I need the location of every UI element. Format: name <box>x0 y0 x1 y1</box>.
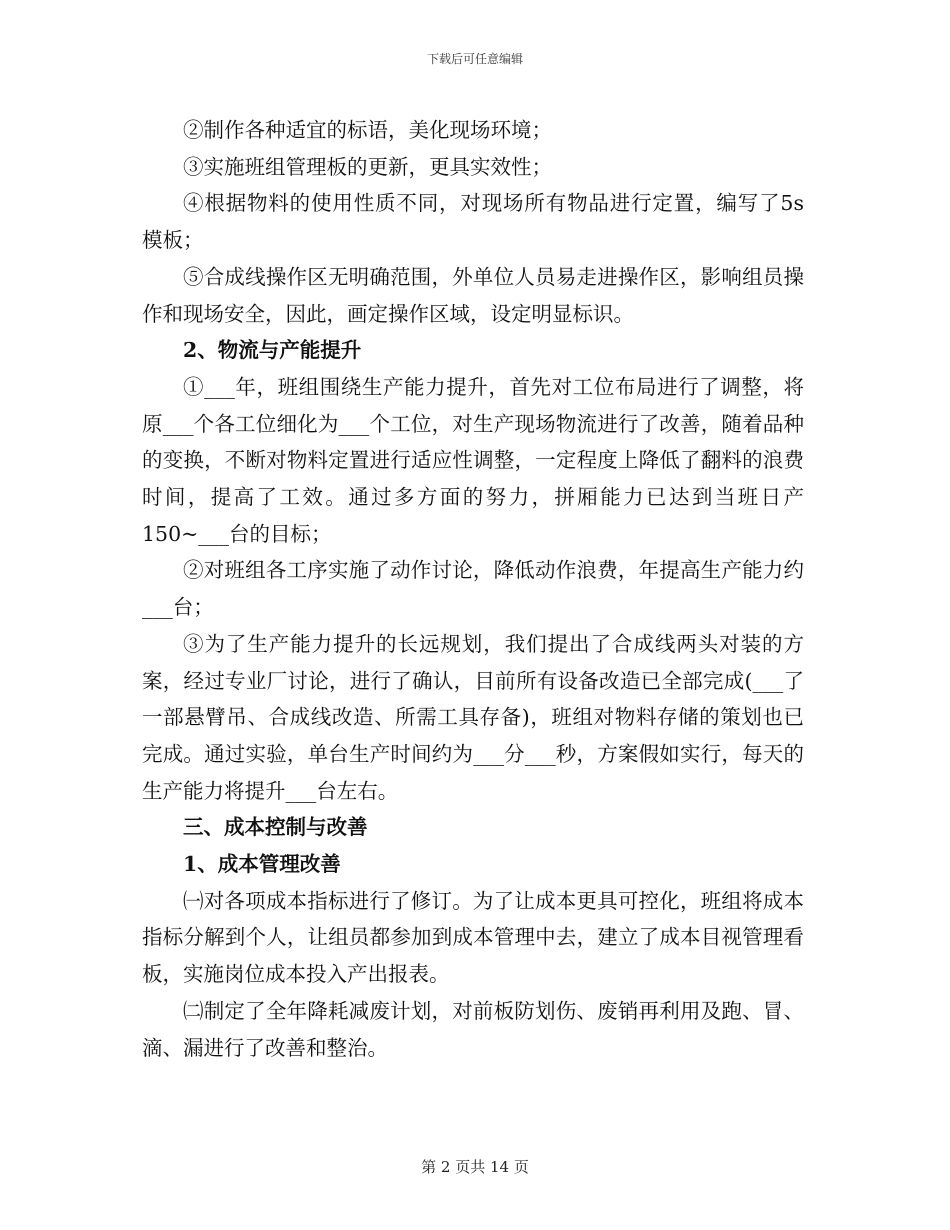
document-body <box>142 112 804 1066</box>
paragraph-cost-1: ㈠对各项成本指标进行了修订。为了让成本更具可控化，班组将成本指标分解到个人，让组员都参加到成本管理中去，建立了成本目视管理看板，实施岗位成本投入产出报表。 <box>142 888 804 987</box>
paragraph-logistics-2: ②对班组各工序实施了动作讨论，降低动作浪费，年提高生产能力约___台； <box>142 558 804 620</box>
section-heading-cost-control: 三、成本控制与改善 <box>183 815 368 840</box>
paragraph-item-3: ③实施班组管理板的更新，更具实效性； <box>183 154 552 179</box>
paragraph-item-4: ④根据物料的使用性质不同，对现场所有物品进行定置，编写了5s 模板； <box>142 191 804 253</box>
paragraph-item-2: ②制作各种适宜的标语，美化现场环境； <box>183 118 552 142</box>
paragraph-logistics-1: ①___年，班组围绕生产能力提升，首先对工位布局进行了调整，将原___个各工位细化为___个工位，对生产现场物流进行了改善，随着品种的变换，不断对物料定置进行适应性调整，一定程度上降低了翻料的浪费时间，提高了工效。通过多方面的努力，拼厢能力已达到当班日产 150~___台的目标； <box>142 374 804 546</box>
paragraph-logistics-3: ③为了生产能力提升的长远规划，我们提出了合成线两头对装的方案，经过专业厂讨论，进行了确认，目前所有设备改造已全部完成(___了一部悬臂吊、合成线改造、所需工具存备)，班组对物料存储的策划也已完成。通过实验，单台生产时间约为___分___秒，方案假如实行，每天的生产能力将提升___台左右。 <box>142 631 804 803</box>
paragraph-item-5: ⑤合成线操作区无明确范围，外单位人员易走进操作区，影响组员操作和现场安全，因此，画定操作区域，设定明显标识。 <box>142 264 804 326</box>
page-footer: 第 2 页共 14 页 <box>421 1158 529 1176</box>
subsection-heading-cost-management: 1、成本管理改善 <box>183 852 341 877</box>
paragraph-cost-2: ㈡制定了全年降耗减废计划，对前板防划伤、废销再利用及跑、冒、滴、漏进行了改善和整治。 <box>142 998 804 1060</box>
section-heading-logistics: 2、物流与产能提升 <box>183 338 362 363</box>
page-header: 下载后可任意编辑 <box>426 52 523 66</box>
